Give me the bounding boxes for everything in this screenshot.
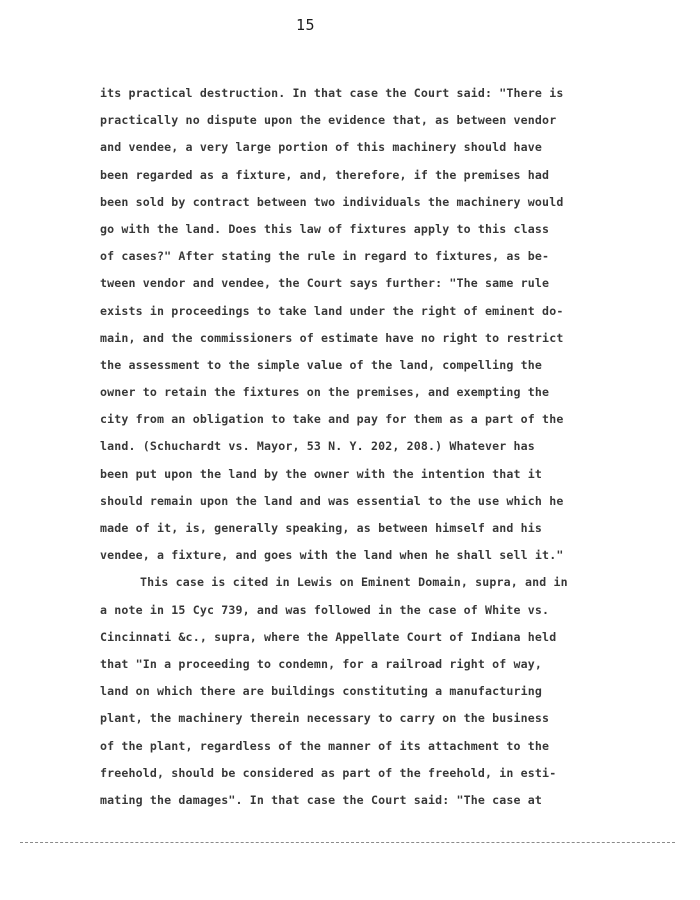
text-line: exists in proceedings to take land under the right of eminent do- <box>100 303 564 318</box>
text-line: vendee, a fixture, and goes with the land when he shall sell it." <box>100 548 564 563</box>
text-line: tween vendor and vendee, the Court says further: "The same rule <box>100 276 550 291</box>
text-line: main, and the commissioners of estimate have no right to restrict <box>100 330 564 345</box>
text-line: made of it, is, generally speaking, as between himself and his <box>100 521 543 535</box>
text-line: owner to retain the fixtures on the premises, and exempting the <box>100 385 550 400</box>
text-line: been sold by contract between two individuals the machinery would <box>100 194 564 209</box>
text-line: been regarded as a fixture, and, therefore, if the premises had <box>100 167 550 182</box>
text-line: mating the damages". In that case the Court said: "The case at <box>100 792 543 807</box>
body-text <box>100 80 650 814</box>
text-line: its practical destruction. In that case the Court said: "There is <box>100 86 564 100</box>
text-line: Cincinnati &c., supra, where the Appellate Court of Indiana held <box>100 629 557 644</box>
text-line: freehold, should be considered as part of the freehold, in esti- <box>100 765 557 780</box>
text-line: been put upon the land by the owner with the intention that it <box>100 466 543 481</box>
text-line: land. (Schuchardt vs. Mayor, 53 N. Y. 202, 208.) Whatever has <box>100 439 535 454</box>
footer-rule <box>20 842 675 843</box>
page-number: 15 <box>296 16 316 34</box>
text-line: plant, the machinery therein necessary to carry on the business <box>100 711 550 726</box>
text-line: practically no dispute upon the evidence that, as between vendor <box>100 113 557 128</box>
text-line: city from an obligation to take and pay for them as a part of the <box>100 412 564 427</box>
text-line: land on which there are buildings constituting a manufacturing <box>100 684 543 699</box>
text-line: This case is cited in Lewis on Eminent Domain, supra, and in <box>140 575 568 590</box>
text-line: of the plant, regardless of the manner of its attachment to the <box>100 738 550 753</box>
text-line: that "In a proceeding to condemn, for a railroad right of way, <box>100 656 543 671</box>
text-line: a note in 15 Cyc 739, and was followed in the case of White vs. <box>100 602 550 617</box>
text-line: of cases?" After stating the rule in regard to fixtures, as be- <box>100 249 550 264</box>
text-line: the assessment to the simple value of the land, compelling the <box>100 357 543 372</box>
text-line: and vendee, a very large portion of this machinery should have <box>100 140 543 155</box>
text-line: should remain upon the land and was essential to the use which he <box>100 493 564 508</box>
text-line: go with the land. Does this law of fixtures apply to this class <box>100 221 550 236</box>
